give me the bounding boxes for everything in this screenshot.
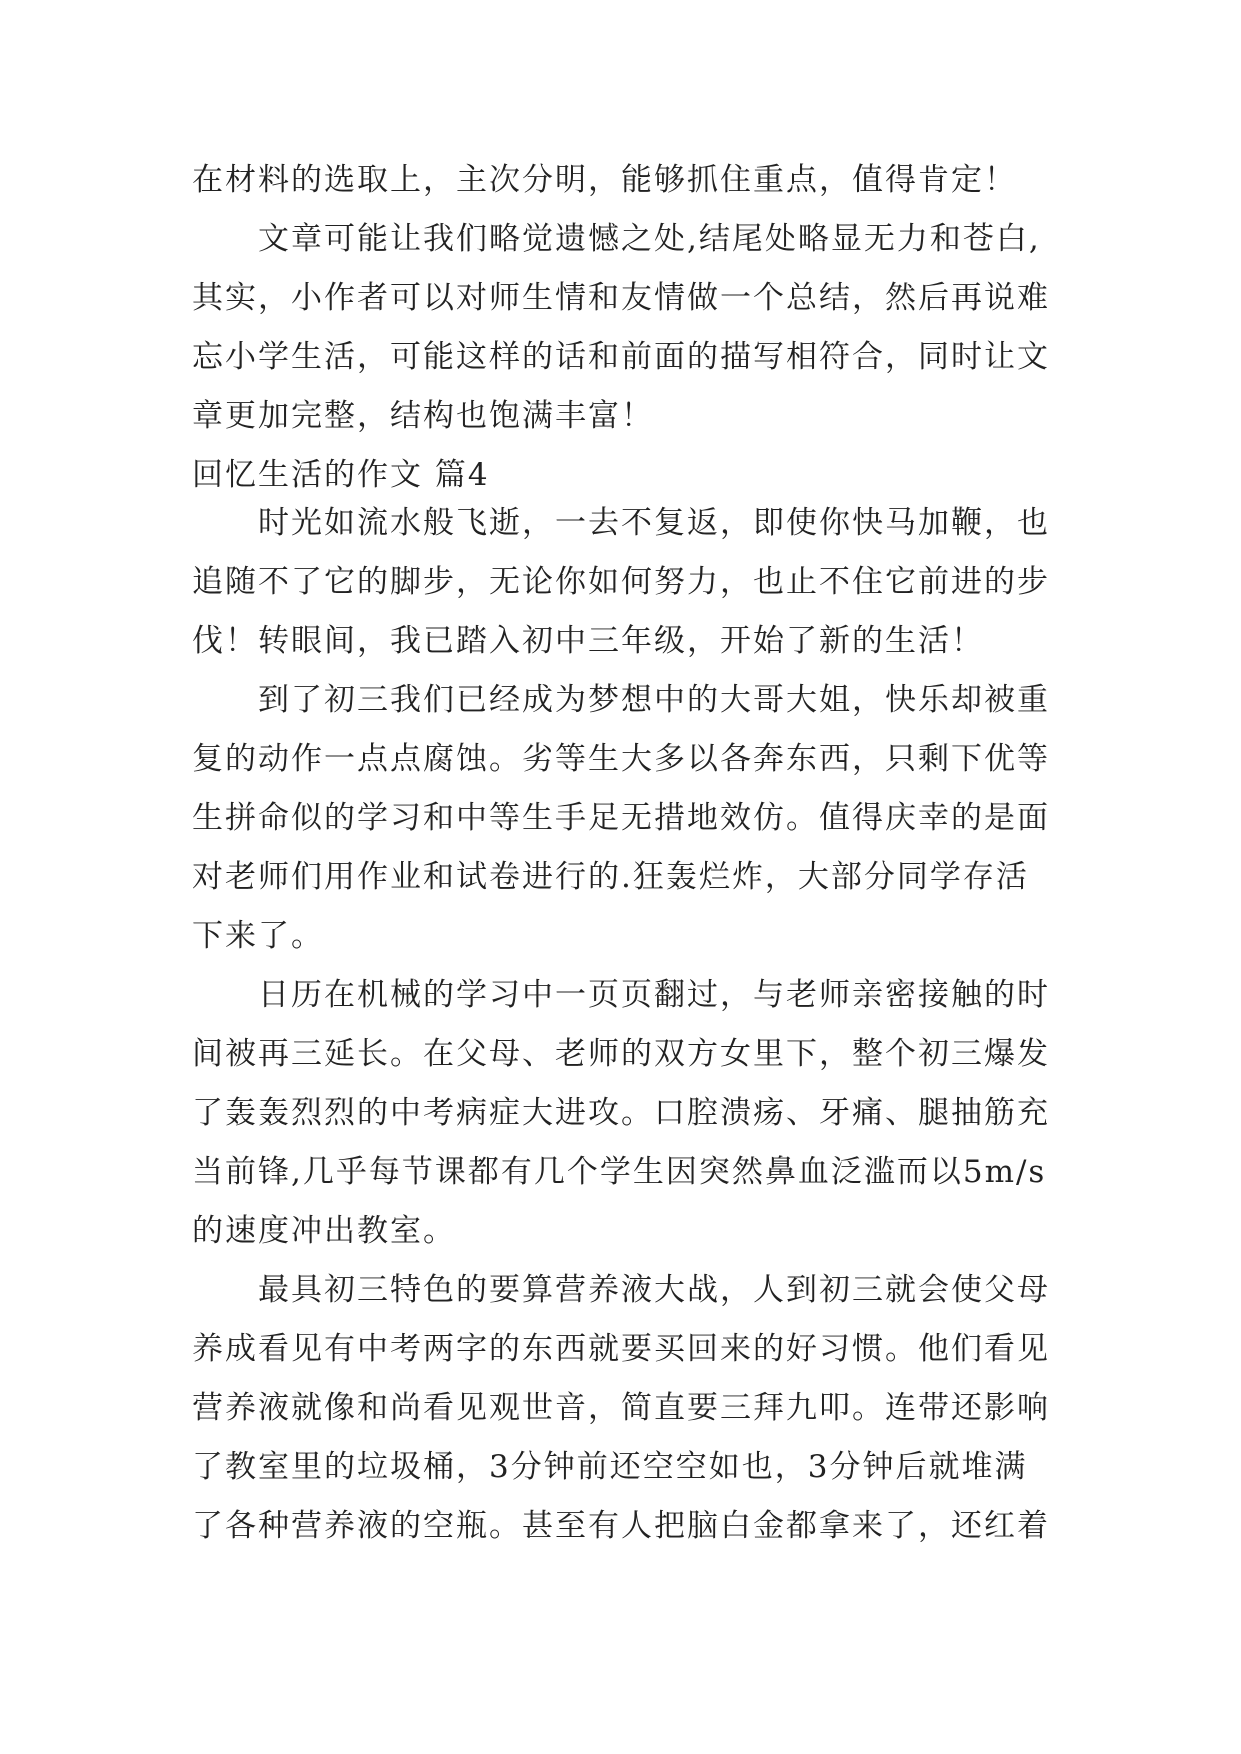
paragraph-first-line: 时光如流水般飞逝，一去不复返，即使你快马加鞭，也 bbox=[258, 505, 1050, 541]
section-heading: 回忆生活的作文 篇4 bbox=[192, 457, 490, 493]
text-line: 营养液就像和尚看见观世音，简直要三拜九叩。连带还影响 bbox=[192, 1390, 1050, 1426]
text-line: 了轰轰烈烈的中考病症大进攻。口腔溃疡、牙痛、腿抽筋充 bbox=[192, 1095, 1050, 1131]
text-line: 忘小学生活，可能这样的话和前面的描写相符合，同时让文 bbox=[192, 339, 1050, 375]
text-line: 下来了。 bbox=[192, 918, 324, 954]
paragraph-first-line: 文章可能让我们略觉遗憾之处,结尾处略显无力和苍白, bbox=[258, 221, 1041, 257]
text-line: 间被再三延长。在父母、老师的双方女里下，整个初三爆发 bbox=[192, 1036, 1050, 1072]
text-line: 章更加完整，结构也饱满丰富！ bbox=[192, 398, 654, 434]
paragraph-first-line: 最具初三特色的要算营养液大战，人到初三就会使父母 bbox=[258, 1272, 1050, 1308]
text-line: 的速度冲出教室。 bbox=[192, 1213, 456, 1249]
document-body bbox=[192, 160, 1072, 1565]
paragraph-first-line: 日历在机械的学习中一页页翻过，与老师亲密接触的时 bbox=[258, 977, 1050, 1013]
text-line: 伐！转眼间，我已踏入初中三年级，开始了新的生活！ bbox=[192, 623, 984, 659]
text-line: 养成看见有中考两字的东西就要买回来的好习惯。他们看见 bbox=[192, 1331, 1050, 1367]
text-line: 了各种营养液的空瓶。甚至有人把脑白金都拿来了，还红着 bbox=[192, 1508, 1050, 1544]
text-line: 生拼命似的学习和中等生手足无措地效仿。值得庆幸的是面 bbox=[192, 800, 1050, 836]
text-line: 追随不了它的脚步，无论你如何努力，也止不住它前进的步 bbox=[192, 564, 1050, 600]
text-line: 在材料的选取上，主次分明，能够抓住重点，值得肯定！ bbox=[192, 162, 1017, 198]
paragraph-first-line: 到了初三我们已经成为梦想中的大哥大姐，快乐却被重 bbox=[258, 682, 1050, 718]
text-line: 了教室里的垃圾桶，3分钟前还空空如也，3分钟后就堆满 bbox=[192, 1449, 1028, 1485]
text-line: 其实，小作者可以对师生情和友情做一个总结，然后再说难 bbox=[192, 280, 1050, 316]
text-line: 复的动作一点点腐蚀。劣等生大多以各奔东西，只剩下优等 bbox=[192, 741, 1050, 777]
text-line: 对老师们用作业和试卷进行的.狂轰烂炸，大部分同学存活 bbox=[192, 859, 1029, 895]
text-line: 当前锋,几乎每节课都有几个学生因突然鼻血泛滥而以5m/s bbox=[192, 1154, 1047, 1190]
